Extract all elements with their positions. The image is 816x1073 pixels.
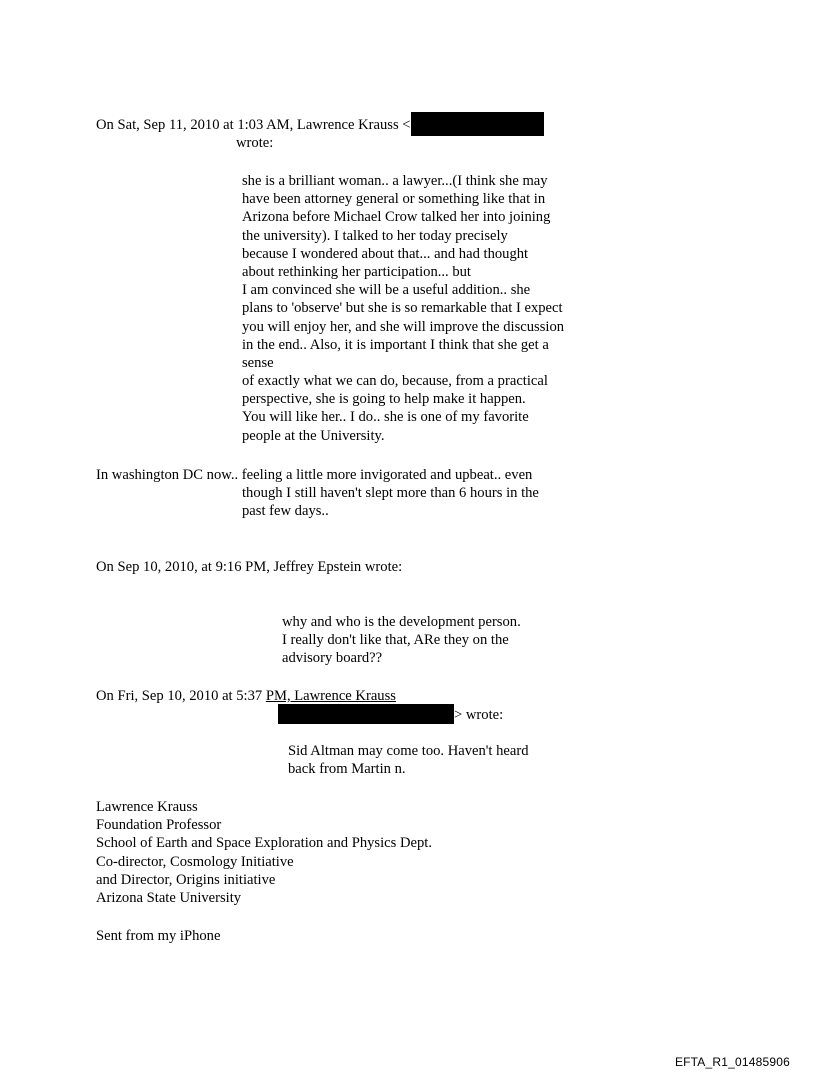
signature-line: Co-director, Cosmology Initiative bbox=[96, 853, 294, 870]
signature-line: Lawrence Krauss bbox=[96, 799, 198, 815]
quote-line: the university). I talked to her today precisely bbox=[242, 227, 508, 244]
quote-line: sense bbox=[242, 354, 274, 371]
dc-paragraph-first: In washington DC now.. feeling a little more invigorated and upbeat.. even bbox=[96, 467, 533, 483]
quote-line: I am convinced she will be a useful addition.. she bbox=[242, 282, 531, 299]
quote-line: have been attorney general or something like that in bbox=[242, 191, 546, 208]
quote-line: she is a brilliant woman.. a lawyer...(I think she may bbox=[242, 173, 548, 189]
quote-line: in the end.. Also, it is important I think that she get a bbox=[242, 336, 549, 353]
quote-line: Sid Altman may come too. Haven't heard bbox=[288, 743, 529, 759]
signature-line: and Director, Origins initiative bbox=[96, 871, 276, 888]
quote-line: You will like her.. I do.. she is one of my favorite bbox=[242, 409, 529, 426]
quoted-message-1 bbox=[242, 172, 564, 445]
redacted-email-1 bbox=[411, 112, 544, 136]
header-1-wrote: wrote: bbox=[236, 135, 274, 151]
quote-line: about rethinking her participation... but bbox=[242, 263, 471, 280]
email-header-1 bbox=[96, 116, 544, 134]
quote-line: people at the University. bbox=[242, 427, 385, 444]
redacted-email-2 bbox=[278, 704, 454, 724]
signature-line: Arizona State University bbox=[96, 889, 242, 906]
quote-line: because I wondered about that... and had thought bbox=[242, 245, 529, 262]
quote-line: perspective, she is going to help make it happen. bbox=[242, 391, 526, 408]
quoted-message-2 bbox=[282, 613, 521, 668]
quote-line: Arizona before Michael Crow talked her into joining bbox=[242, 209, 551, 226]
email-header-3: On Fri, Sep 10, 2010 at 5:37 PM, Lawrence Krauss bbox=[96, 688, 396, 704]
quote-line: why and who is the development person. bbox=[282, 614, 521, 630]
quote-line: back from Martin n. bbox=[288, 761, 406, 778]
signature-line: School of Earth and Space Exploration and Physics Dept. bbox=[96, 835, 432, 852]
quote-line: you will enjoy her, and she will improve the discussion bbox=[242, 318, 565, 335]
email-header-2: On Sep 10, 2010, at 9:16 PM, Jeffrey Epstein wrote: bbox=[96, 559, 403, 575]
quote-line: plans to 'observe' but she is so remarkable that I expect bbox=[242, 300, 563, 317]
quote-line: of exactly what we can do, because, from a practical bbox=[242, 373, 548, 390]
header-3-wrote-line: > wrote: bbox=[278, 706, 503, 724]
sent-from-line: Sent from my iPhone bbox=[96, 928, 221, 944]
header-3-link: PM, Lawrence Krauss bbox=[265, 688, 396, 704]
quote-line: I really don't like that, ARe they on the bbox=[282, 632, 509, 649]
document-id: EFTA_R1_01485906 bbox=[674, 1055, 790, 1069]
signature-line: Foundation Professor bbox=[96, 817, 222, 834]
dc-paragraph-rest: though I still haven't slept more than 6 hours in the past few days.. bbox=[242, 485, 539, 520]
quoted-message-3 bbox=[288, 742, 529, 778]
quote-line: advisory board?? bbox=[282, 650, 383, 667]
header-1-text: On Sat, Sep 11, 2010 at 1:03 AM, Lawrence Krauss < bbox=[96, 117, 411, 133]
signature-block bbox=[96, 798, 432, 907]
